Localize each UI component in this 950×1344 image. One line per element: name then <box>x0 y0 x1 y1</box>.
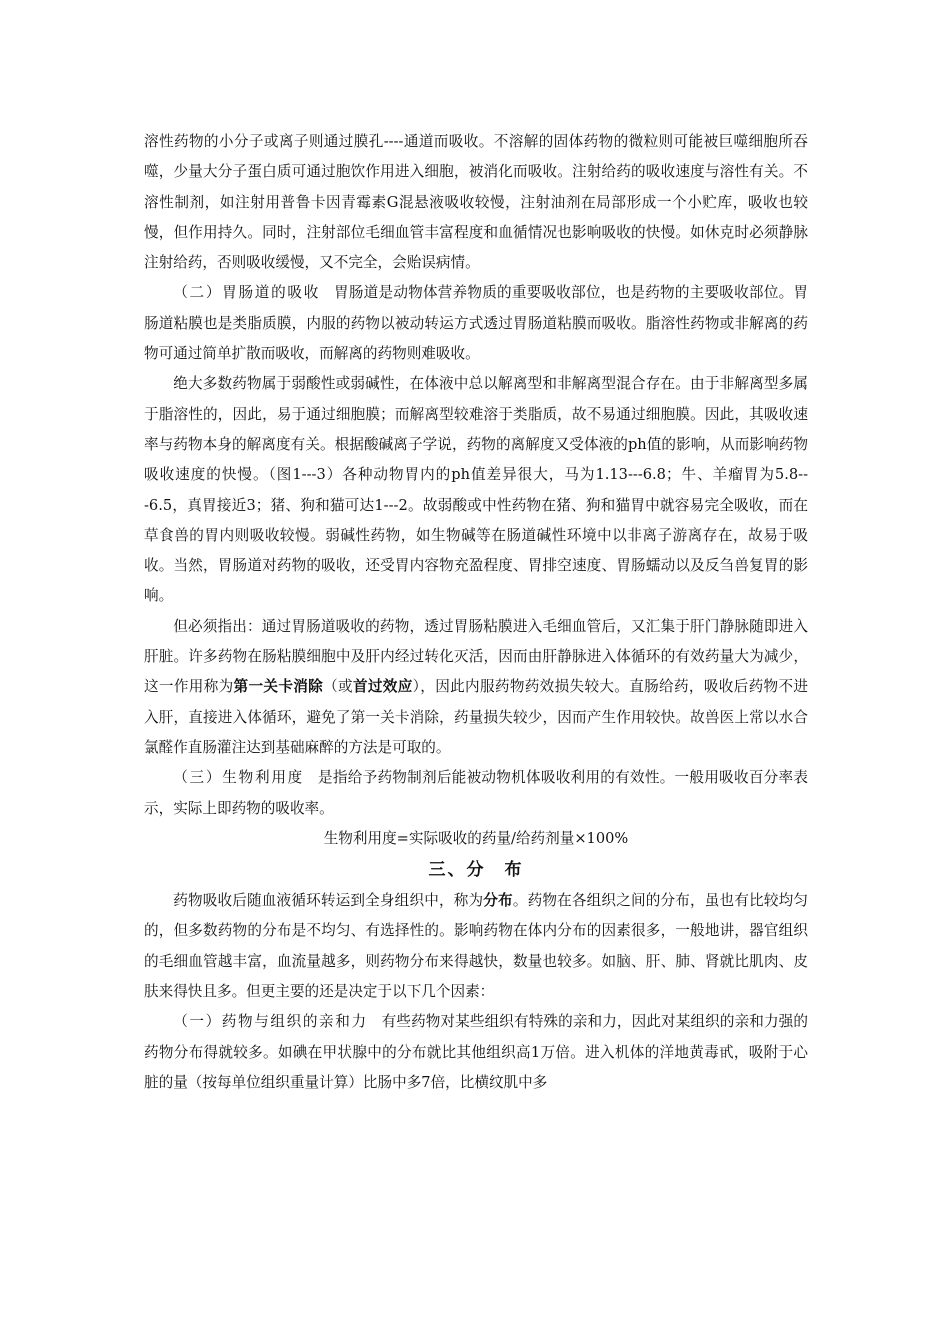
document-page <box>144 127 808 1098</box>
paragraph-ionization: 绝大多数药物属于弱酸性或弱碱性，在体液中总以解离型和非解离型混合存在。由于非解离型多属于脂溶性的，因此，易于通过细胞膜；而解离型较难溶于类脂质，故不易通过细胞膜。因此，其吸收速率与药物本身的解离度有关。根据酸碱离子学说，药物的离解度又受体液的ph值的影响，从而影响药物吸收速度的快慢。（图1---3）各种动物胃内的ph值差异很大，马为1.13---6.8；牛、羊瘤胃为5.8---6.5，真胃接近3；猪、狗和猫可达1---2。故弱酸或中性药物在猪、狗和猫胃中就容易完全吸收，而在草食兽的胃内则吸收较慢。弱碱性药物，如生物碱等在肠道碱性环境中以非离子游离存在，故易于吸收。当然，胃肠道对药物的吸收，还受胃内容物充盈程度、胃排空速度、胃肠蠕动以及反刍兽复胃的影响。 <box>144 375 808 605</box>
paragraph-bioavailability <box>144 763 808 824</box>
paragraph-distribution <box>144 886 808 1007</box>
subheading-bioavailability: （三）生物利用度 <box>173 769 305 787</box>
first-pass-text-b: （或 <box>323 678 353 696</box>
distribution-text-a: 药物吸收后随血液循环转运到全身组织中，称为 <box>173 892 484 910</box>
paragraph-tissue-affinity <box>144 1007 808 1098</box>
paragraph-gi-absorption <box>144 278 808 369</box>
paragraph-bioavailability-body: 是指给予药物制剂后能被动物机体吸收利用的有效性。一般用吸收百分率表示，实际上即药物的吸收率。 <box>144 769 808 817</box>
first-pass-text-c: ），因此内服药物药效损失较大。直肠给药，吸收后药物不进入肝，直接进入体循环，避免了第一关卡消除，药量损失较少，因而产生作用较快。故兽医上常以水合氯醛作直肠灌注达到基础麻醉的方法是可取的。 <box>144 678 808 756</box>
paragraph-gi-absorption-body: 胃肠道是动物体营养物质的重要吸收部位，也是药物的主要吸收部位。胃肠道粘膜也是类脂质膜，内服的药物以被动转运方式透过胃肠道粘膜而吸收。脂溶性药物或非解离的药物可通过简单扩散而吸收，而解离的药物则难吸收。 <box>144 284 808 363</box>
term-first-pass-effect: 首过效应 <box>352 678 413 696</box>
subheading-gi-absorption: （二）胃肠道的吸收 <box>173 284 321 302</box>
subheading-tissue-affinity: （一）药物与组织的亲和力 <box>173 1013 368 1031</box>
term-distribution: 分布 <box>483 892 513 910</box>
paragraph-membrane-absorption: 溶性药物的小分子或离子则通过膜孔----通道而吸收。不溶解的固体药物的微粒则可能被巨噬细胞所吞噬，少量大分子蛋白质可通过胞饮作用进入细胞，被消化而吸收。注射给药的吸收速度与溶性有关。不溶性制剂，如注射用普鲁卡因青霉素G混悬液吸收较慢，注射油剂在局部形成一个小贮库，吸收也较慢，但作用持久。同时，注射部位毛细血管丰富程度和血循情况也影响吸收的快慢。如休克时必须静脉注射给药，否则吸收缓慢，又不完全，会贻误病情。 <box>144 133 808 272</box>
paragraph-first-pass <box>144 612 808 763</box>
paragraph-tissue-affinity-body: 有些药物对某些组织有特殊的亲和力，因此对某组织的亲和力强的药物分布得就较多。如碘在甲状腺中的分布就比其他组织高1万倍。进入机体的洋地黄毒甙，吸附于心脏的量（按每单位组织重量计算）比肠中多7倍，比横纹肌中多 <box>144 1013 808 1091</box>
section-title-distribution: 三、分 布 <box>428 860 524 881</box>
term-first-pass-elimination: 第一关卡消除 <box>233 678 324 696</box>
distribution-text-b: 。药物在各组织之间的分布，虽也有比较均匀的，但多数药物的分布是不均匀、有选择性的。影响药物在体内分布的因素很多，一般地讲，器官组织的毛细血管越丰富，血流量越多，则药物分布来得越快，数量也较多。如脑、肝、肺、肾就比肌肉、皮肤来得快且多。但更主要的还是决定于以下几个因素： <box>144 892 808 1001</box>
first-pass-text-a: 但必须指出：通过胃肠道吸收的药物，透过胃肠粘膜进入毛细血管后，又汇集于肝门静脉随即进入肝脏。许多药物在肠粘膜细胞中及肝内经过转化灭活，因而由肝静脉进入体循环的有效药量大为减少，这一作用称为 <box>144 617 808 696</box>
bioavailability-formula: 生物利用度=实际吸收的药量/给药剂量×100% <box>323 829 629 847</box>
